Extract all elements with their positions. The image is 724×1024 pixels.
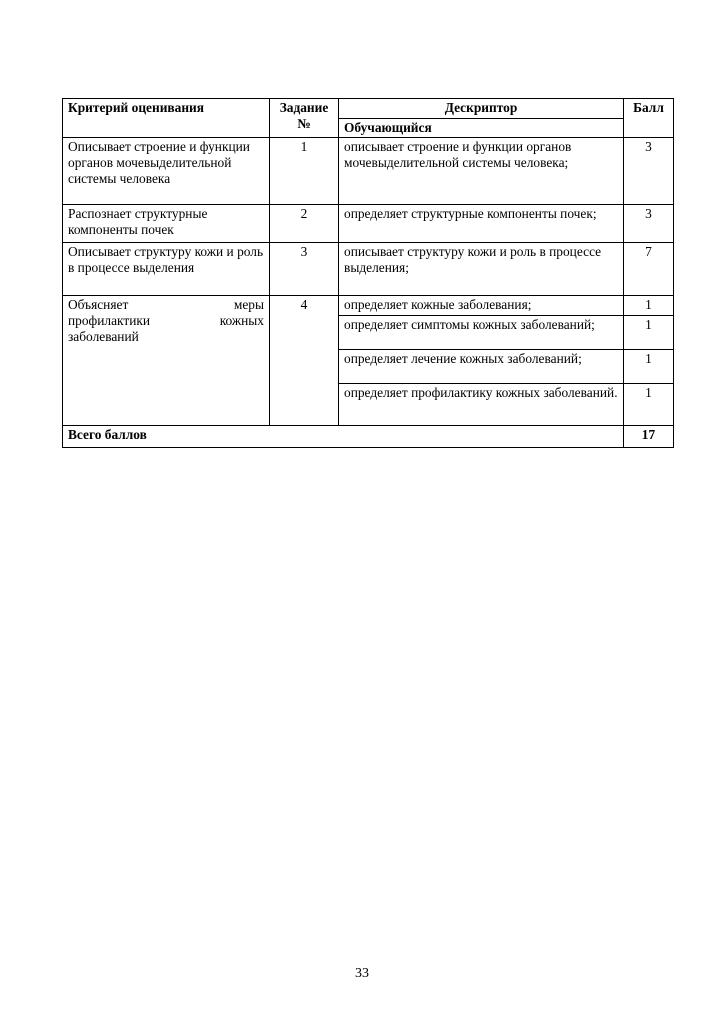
score-cell: 1: [624, 350, 674, 384]
descriptor-cell: определяет лечение кожных заболеваний;: [339, 350, 624, 384]
assessment-rubric-table: [62, 98, 674, 448]
total-row: [63, 426, 674, 448]
total-score: 17: [624, 426, 674, 448]
table-row: [63, 243, 674, 296]
table-row: [63, 296, 674, 316]
descriptor-cell: определяет структурные компоненты почек;: [339, 205, 624, 243]
task-number-cell: 1: [270, 138, 339, 205]
score-cell: 7: [624, 243, 674, 296]
descriptor-cell: описывает строение и функции органов мочевыделительной системы человека;: [339, 138, 624, 205]
header-descriptor-sub: Обучающийся: [339, 119, 624, 138]
header-criterion: Критерий оценивания: [63, 99, 270, 138]
descriptor-cell: определяет кожные заболевания;: [339, 296, 624, 316]
header-score: Балл: [624, 99, 674, 138]
criterion-line: профилактики кожных: [68, 313, 264, 328]
table-row: [63, 205, 674, 243]
total-label: Всего баллов: [63, 426, 624, 448]
header-task-line2: №: [297, 116, 311, 131]
header-row: [63, 99, 674, 119]
table-row: [63, 138, 674, 205]
score-cell: 1: [624, 316, 674, 350]
criterion-cell: Описывает структуру кожи и роль в процессе выделения: [63, 243, 270, 296]
criterion-cell: Описывает строение и функции органов мочевыделительной системы человека: [63, 138, 270, 205]
score-cell: 1: [624, 384, 674, 426]
criterion-cell: Распознает структурные компоненты почек: [63, 205, 270, 243]
descriptor-cell: описывает структуру кожи и роль в процессе выделения;: [339, 243, 624, 296]
criterion-line: заболеваний: [68, 329, 139, 344]
header-descriptor: Дескриптор: [339, 99, 624, 119]
criterion-line: Объясняет меры: [68, 297, 264, 312]
score-cell: 3: [624, 138, 674, 205]
task-number-cell: 4: [270, 296, 339, 426]
task-number-cell: 3: [270, 243, 339, 296]
header-task: [270, 99, 339, 138]
header-task-line1: Задание: [279, 100, 329, 115]
assessment-table-container: [62, 98, 673, 448]
descriptor-cell: определяет профилактику кожных заболеваний.: [339, 384, 624, 426]
criterion-cell: [63, 296, 270, 426]
page-number: 33: [355, 966, 369, 981]
score-cell: 1: [624, 296, 674, 316]
task-number-cell: 2: [270, 205, 339, 243]
descriptor-cell: определяет симптомы кожных заболеваний;: [339, 316, 624, 350]
score-cell: 3: [624, 205, 674, 243]
